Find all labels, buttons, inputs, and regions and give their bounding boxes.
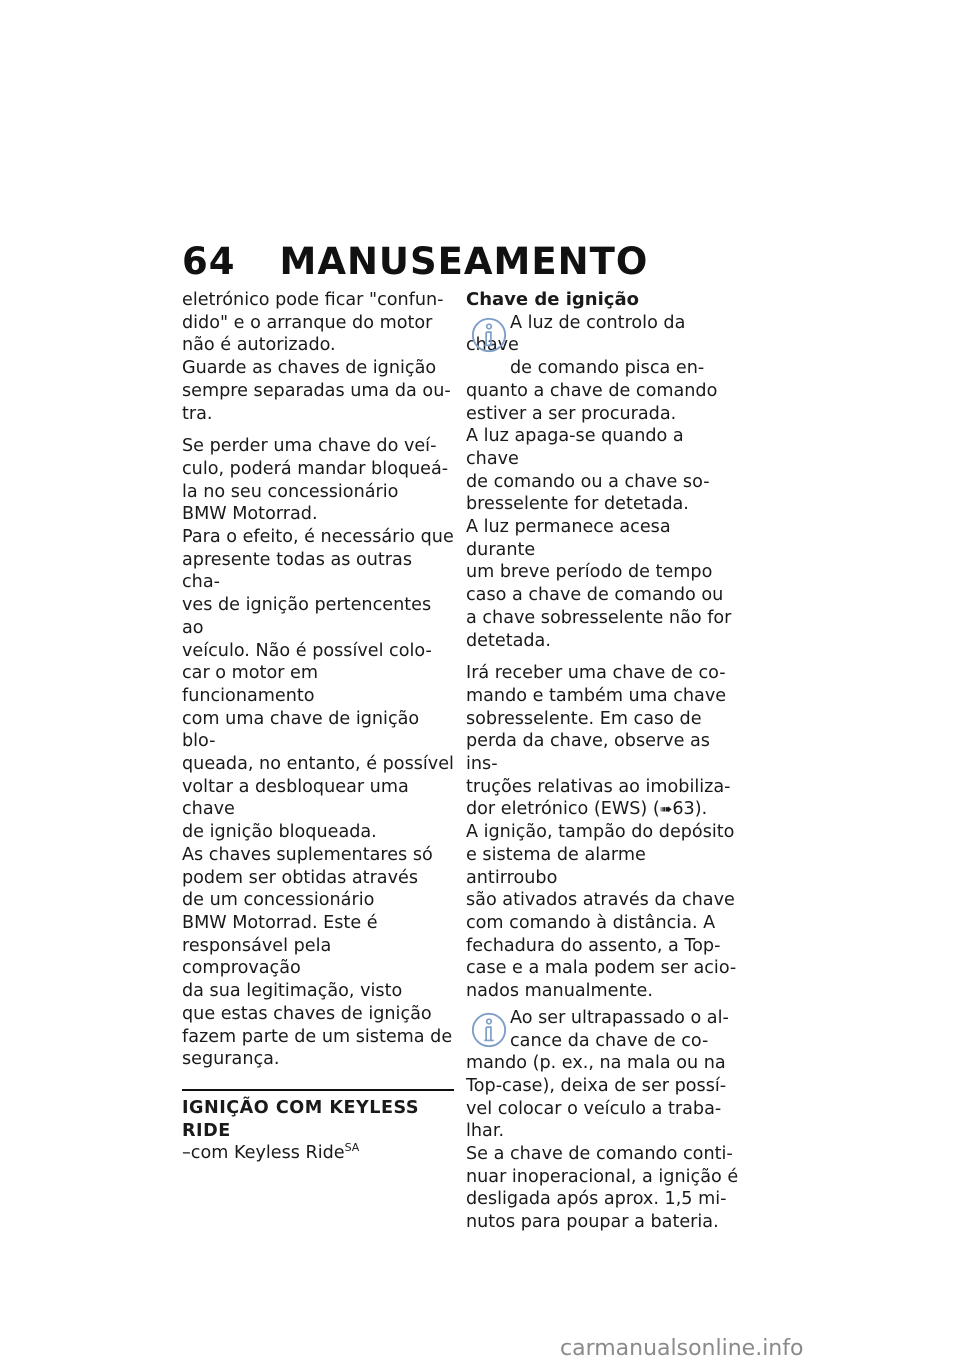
page-title: MANUSEAMENTO — [279, 240, 649, 283]
section-divider — [182, 1089, 454, 1091]
paragraph: Irá receber uma chave de co- mando e também uma chave sobresselente. Em caso de perda da chave, observe as ins- truções relativas ao imobiliza- dor eletrónico (EWS) (➠63). — [466, 663, 731, 820]
page-header — [182, 240, 648, 283]
info-note: Ao ser ultrapassado o al- cance da chave de co- mando (p. ex., na mala ou na Top-case), deixa de ser possí- vel colocar o veículo a traba- lhar. — [466, 1007, 729, 1142]
subsection-title: Chave de ignição — [466, 289, 639, 310]
paragraph: Se perder uma chave do veí- culo, poderá mandar bloqueá- la no seu concessionário BMW Motorrad. — [182, 436, 449, 525]
paragraph: A luz permanece acesa durante um breve período de tempo caso a chave de comando ou a chave sobresselente não for detetada. — [466, 517, 732, 651]
paragraph: Se a chave de comando conti- nuar inoperacional, a ignição é desligada após aprox. 1,5 mi- nutos para poupar a bateria. — [466, 1144, 739, 1233]
right-column — [466, 289, 740, 1234]
paragraph: Guarde as chaves de ignição sempre separadas uma da ou- tra. — [182, 358, 451, 424]
section-heading: IGNIÇÃO COM KEYLESS RIDE — [182, 1097, 420, 1141]
paragraph: eletrónico pode ficar "confun- dido" e o arranque do motor não é autorizado. — [182, 290, 444, 356]
paragraph: A luz apaga-se quando a chave de comando ou a chave so- bresselente for detetada. — [466, 426, 710, 515]
paragraph: A ignição, tampão do depósito e sistema de alarme antirroubo são ativados através da chave com comando à distância. A fechadura do assento, a Top- case e a mala podem ser acio- nados manualmente. — [466, 822, 737, 1002]
info-icon — [470, 1011, 508, 1049]
option-label: –com Keyless Ride$^{SA}$ — [182, 1141, 360, 1164]
page-reference[interactable]: 63). — [672, 799, 708, 820]
paragraph: As chaves suplementares só podem ser obtidas através de um concessionário BMW Motorrad. Este é responsável pela comprovação da sua legitimação, visto que estas chaves de ignição fazem parte de um sistema de segurança. — [182, 844, 453, 1070]
info-icon — [470, 316, 508, 354]
arrow-icon[interactable]: ➠ — [659, 800, 673, 819]
page-number: 64 — [182, 240, 236, 283]
info-note: A luz de controlo da chave de comando pisca en- quanto a chave de comando estiver a ser procurada. — [466, 312, 718, 424]
watermark: carmanualsonline.info — [560, 1336, 804, 1361]
sa-superscript: SA — [344, 1141, 360, 1155]
paragraph: Para o efeito, é necessário que apresente todas as outras cha- ves de ignição pertencentes ao veículo. Não é possível colo- car o motor em funcionamento com uma chave de ignição blo- queada, no entanto, é possível voltar a desbloquear uma chave de ignição bloqueada. — [182, 527, 454, 843]
left-column — [182, 289, 454, 1165]
